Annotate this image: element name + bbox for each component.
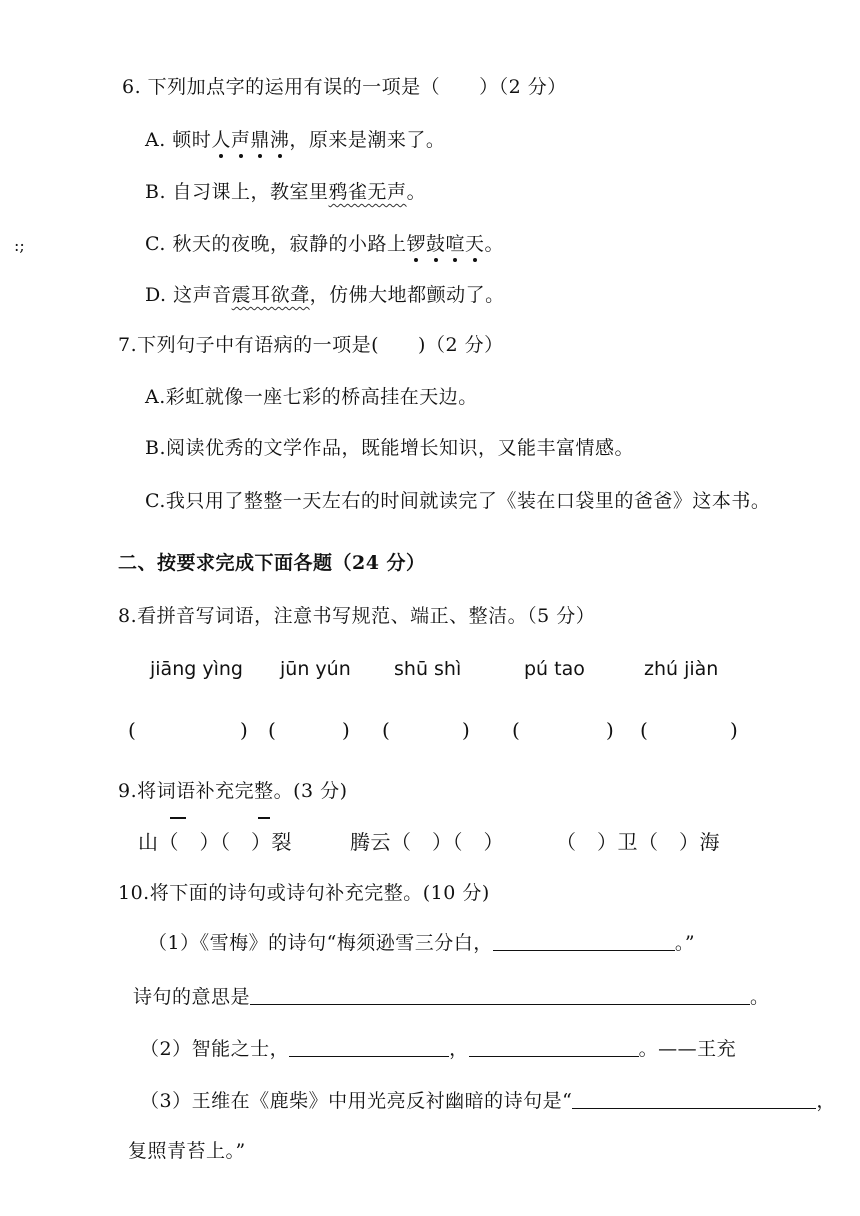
q8-pinyin: zhú jiàn <box>644 658 719 680</box>
q8-stem: 8.看拼音写词语，注意书写规范、端正、整洁。（5 分） <box>118 605 596 627</box>
q6-a-dotted-char: 声 <box>230 129 251 151</box>
q8-pinyin: jiāng yìng <box>150 658 243 680</box>
q10-part2-end: 。——王充 <box>638 1038 737 1060</box>
q8-answer-box-open[interactable]: ( <box>268 718 276 742</box>
q7-option-c: C.我只用了整整一天左右的时间就读完了《装在口袋里的爸爸》这本书。 <box>145 490 771 512</box>
q9-item-2[interactable]: 腾云（ ）（ ） <box>350 830 504 854</box>
q6-a-suffix: ，原来是潮来了。 <box>289 129 446 151</box>
q6-option-c <box>145 229 504 256</box>
q7-option-b: B.阅读优秀的文学作品，既能增长知识，又能丰富情感。 <box>145 437 635 459</box>
q10-meaning-end: 。 <box>750 986 770 1008</box>
q10-part2-sep: ， <box>449 1038 469 1060</box>
q8-answer-box-open[interactable]: ( <box>128 718 136 742</box>
q6-stem: 6. 下列加点字的运用有误的一项是（ ）（2 分） <box>122 76 567 98</box>
q6-a-dotted-char: 沸 <box>269 129 290 151</box>
q6-d-prefix: D. 这声音 <box>145 284 232 306</box>
q9-stem: 9.将词语补充完整。(3 分) <box>118 780 348 802</box>
q6-b-suffix: 。 <box>406 181 427 203</box>
q10-part3-text: （3）王维在《鹿柴》中用光亮反衬幽暗的诗句是“ <box>140 1090 573 1112</box>
q6-c-dotted-char: 喧 <box>445 233 465 255</box>
q6-a-dotted-char: 鼎 <box>250 129 270 151</box>
q6-a-dotted-char: 人 <box>211 129 231 151</box>
q10-stem: 10.将下面的诗句或诗句补充完整。(10 分) <box>118 882 490 904</box>
q7-option-a: A.彩虹就像一座七彩的桥高挂在天边。 <box>145 386 478 408</box>
q10-meaning-blank[interactable] <box>250 986 750 1005</box>
q6-c-dotted-char: 鼓 <box>425 233 446 255</box>
q10-meaning-label: 诗句的意思是 <box>133 986 251 1008</box>
q6-c-dotted-char: 锣 <box>406 233 426 255</box>
q8-answer-box-close: ) <box>730 718 738 742</box>
q10-part3-continuation: 复照青苔上。” <box>128 1140 246 1162</box>
q9-overbar-mark <box>258 817 270 819</box>
q6-d-wavy-text: 震耳欲聋 <box>231 284 310 306</box>
q9-item-3[interactable]: （ ）卫（ ）海 <box>556 830 720 854</box>
q6-c-dotted-char: 天 <box>465 233 485 255</box>
q6-d-suffix: ，仿佛大地都颤动了。 <box>309 284 505 306</box>
q10-part1 <box>148 928 695 955</box>
q10-part3-blank[interactable] <box>572 1090 816 1109</box>
q6-b-prefix: B. 自习课上，教室里 <box>145 181 329 203</box>
q10-part1-meaning <box>133 982 770 1009</box>
q8-pinyin: pú tao <box>524 658 585 680</box>
q8-answer-box-close: ) <box>342 718 350 742</box>
q7-stem: 7.下列句子中有语病的一项是( )（2 分） <box>118 334 504 356</box>
q8-answer-box-close: ) <box>606 718 614 742</box>
q10-part3 <box>140 1086 836 1113</box>
q10-part2-blank-1[interactable] <box>289 1038 449 1057</box>
q6-option-b <box>145 177 426 204</box>
q10-part1-end: 。” <box>674 932 696 954</box>
q6-c-prefix: C. 秋天的夜晚，寂静的小路上 <box>145 233 407 255</box>
margin-mark: :; <box>14 236 25 255</box>
q8-answer-box-open[interactable]: ( <box>640 718 648 742</box>
q8-answer-box-open[interactable]: ( <box>512 718 520 742</box>
q8-pinyin: jūn yún <box>280 658 351 680</box>
section2-title: 二、按要求完成下面各题（24 分） <box>118 552 426 574</box>
q6-option-a <box>145 125 445 152</box>
q8-answer-box-close: ) <box>240 718 248 742</box>
q6-a-prefix: A. 顿时 <box>145 129 212 151</box>
q10-part1-blank[interactable] <box>493 932 675 951</box>
q10-part2-text: （2）智能之士， <box>140 1038 290 1060</box>
q10-part1-text: （1）《雪梅》的诗句“梅须逊雪三分白， <box>148 932 493 954</box>
q10-part2 <box>140 1034 736 1061</box>
q6-option-d <box>145 280 505 307</box>
q8-pinyin: shū shì <box>394 658 462 680</box>
q10-part2-blank-2[interactable] <box>469 1038 639 1057</box>
q9-item-1[interactable]: 山（ ）（ ）裂 <box>138 830 292 854</box>
q10-part3-end: ， <box>816 1090 836 1112</box>
q8-answer-box-close: ) <box>462 718 470 742</box>
q8-answer-box-open[interactable]: ( <box>382 718 390 742</box>
q9-overbar-mark <box>170 817 186 819</box>
q6-c-suffix: 。 <box>484 233 505 255</box>
q6-b-wavy-text: 鸦雀无声 <box>328 181 407 203</box>
